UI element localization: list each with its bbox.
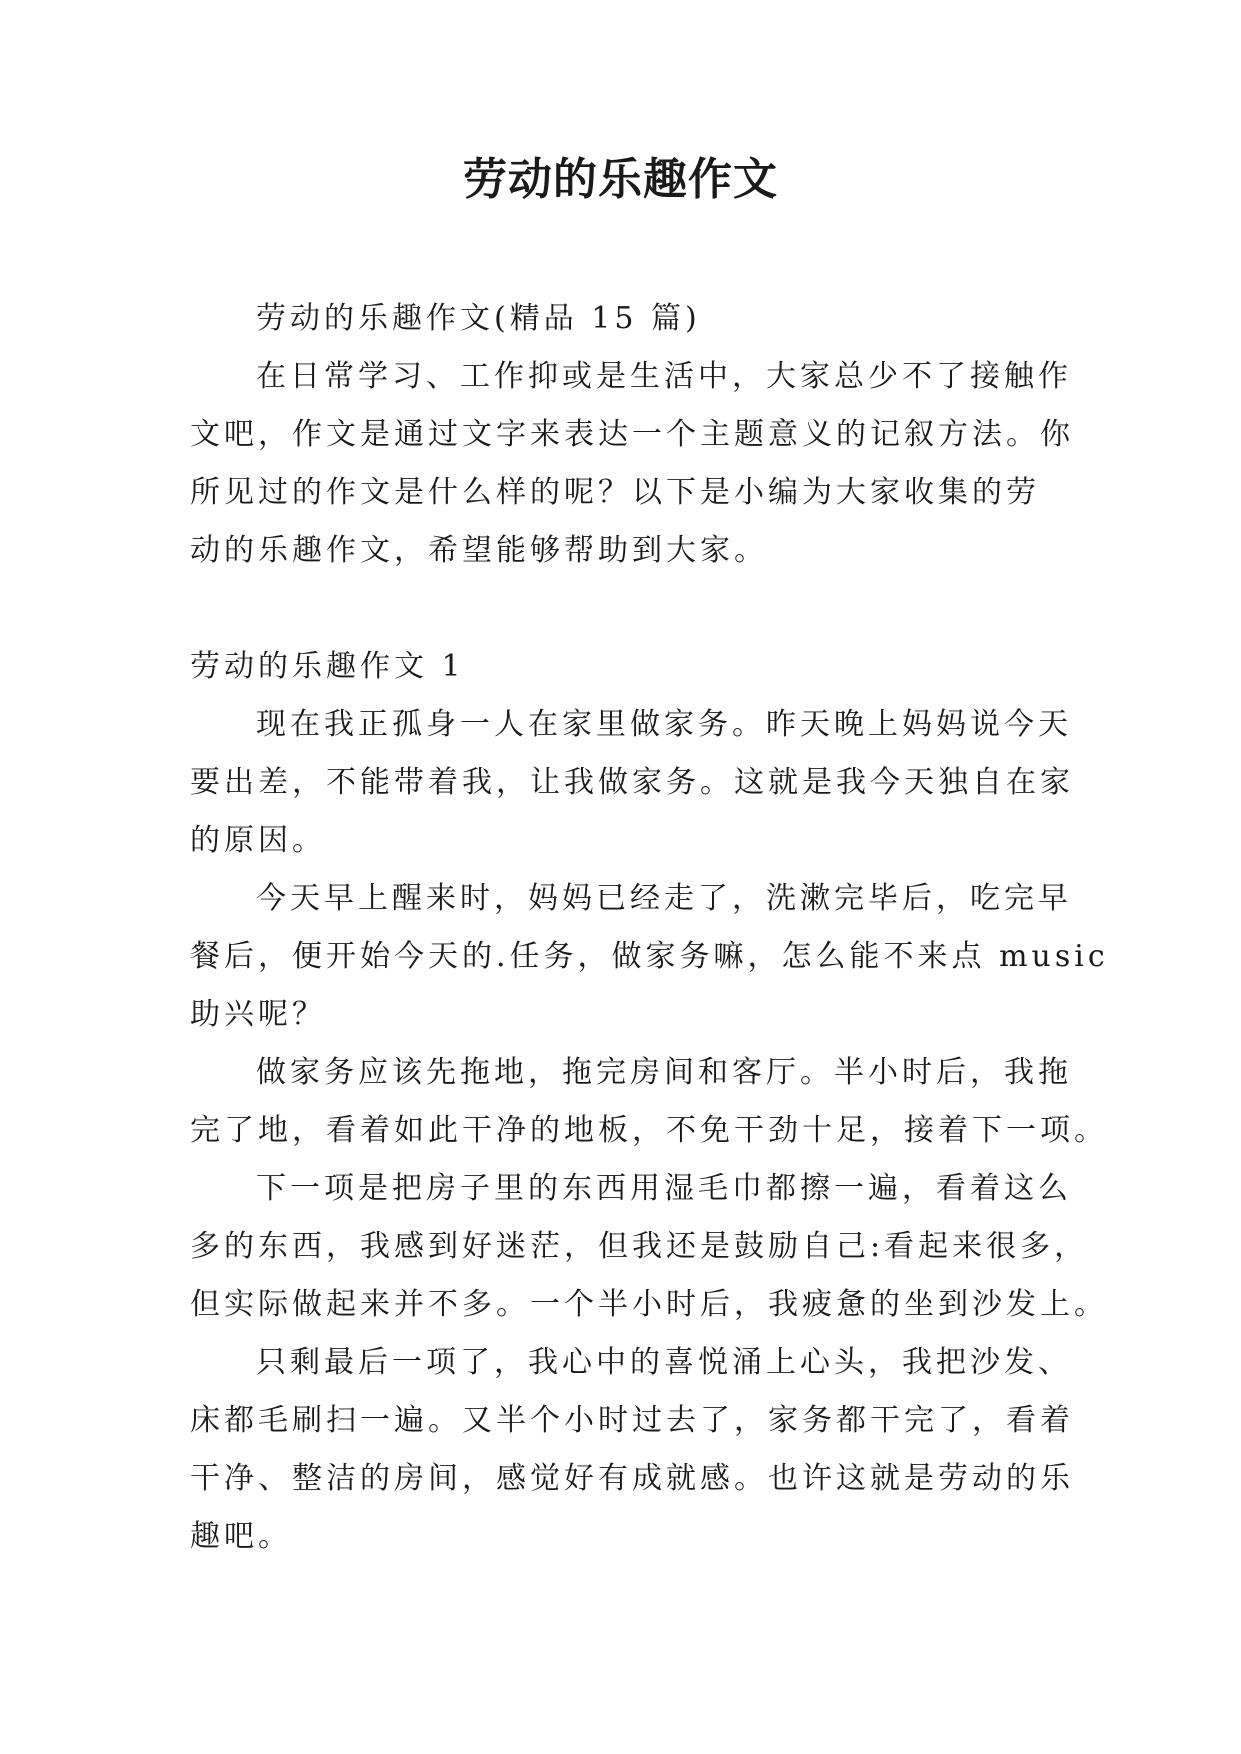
document-title: 劳动的乐趣作文: [463, 154, 778, 205]
paragraph-line: 助兴呢？: [190, 997, 326, 1032]
paragraph-line: 只剩最后一项了，我心中的喜悦涌上心头，我把沙发、: [256, 1345, 1072, 1380]
paragraph-line: 所见过的作文是什么样的呢？以下是小编为大家收集的劳: [190, 475, 1040, 510]
paragraph-line: 文吧，作文是通过文字来表达一个主题意义的记叙方法。你: [190, 417, 1074, 452]
paragraph-line: 餐后，便开始今天的.任务，做家务嘛，怎么能不来点 music: [190, 939, 1109, 974]
section-spacer: [190, 580, 1070, 638]
paragraph-line: 多的东西，我感到好迷茫，但我还是鼓励自己:看起来很多，: [190, 1229, 1089, 1264]
paragraph-line: 做家务应该先拖地，拖完房间和客厅。半小时后，我拖: [256, 1055, 1072, 1090]
paragraph-line: 今天早上醒来时，妈妈已经走了，洗漱完毕后，吃完早: [256, 881, 1072, 916]
paragraph-line: 但实际做起来并不多。一个半小时后，我疲惫的坐到沙发上。: [190, 1287, 1108, 1322]
paragraph-line: 的原因。: [190, 823, 326, 858]
intro-paragraph: [190, 348, 1074, 580]
essay-paragraph: [190, 870, 1109, 1044]
section-heading: 劳动的乐趣作文 1: [190, 649, 465, 684]
paragraph-line: 下一项是把房子里的东西用湿毛巾都擦一遍，看着这么: [256, 1171, 1072, 1206]
document-subtitle: 劳动的乐趣作文(精品 15 篇): [256, 301, 701, 336]
paragraph-line: 要出差，不能带着我，让我做家务。这就是我今天独自在家: [190, 765, 1074, 800]
paragraph-line: 现在我正孤身一人在家里做家务。昨天晚上妈妈说今天: [256, 707, 1072, 742]
essay-paragraph: [190, 1160, 1108, 1334]
paragraph-line: 在日常学习、工作抑或是生活中，大家总少不了接触作: [256, 359, 1072, 394]
paragraph-line: 干净、整洁的房间，感觉好有成就感。也许这就是劳动的乐: [190, 1461, 1074, 1496]
essay-paragraph: [190, 696, 1074, 870]
essay-paragraph: [190, 1044, 1108, 1160]
essay-paragraph: [190, 1334, 1074, 1566]
paragraph-line: 床都毛刷扫一遍。又半个小时过去了，家务都干完了，看着: [190, 1403, 1074, 1438]
document-body: [190, 290, 1109, 1566]
paragraph-line: 完了地，看着如此干净的地板，不免干劲十足，接着下一项。: [190, 1113, 1108, 1148]
paragraph-line: 趣吧。: [190, 1519, 292, 1554]
paragraph-line: 动的乐趣作文，希望能够帮助到大家。: [190, 533, 768, 568]
